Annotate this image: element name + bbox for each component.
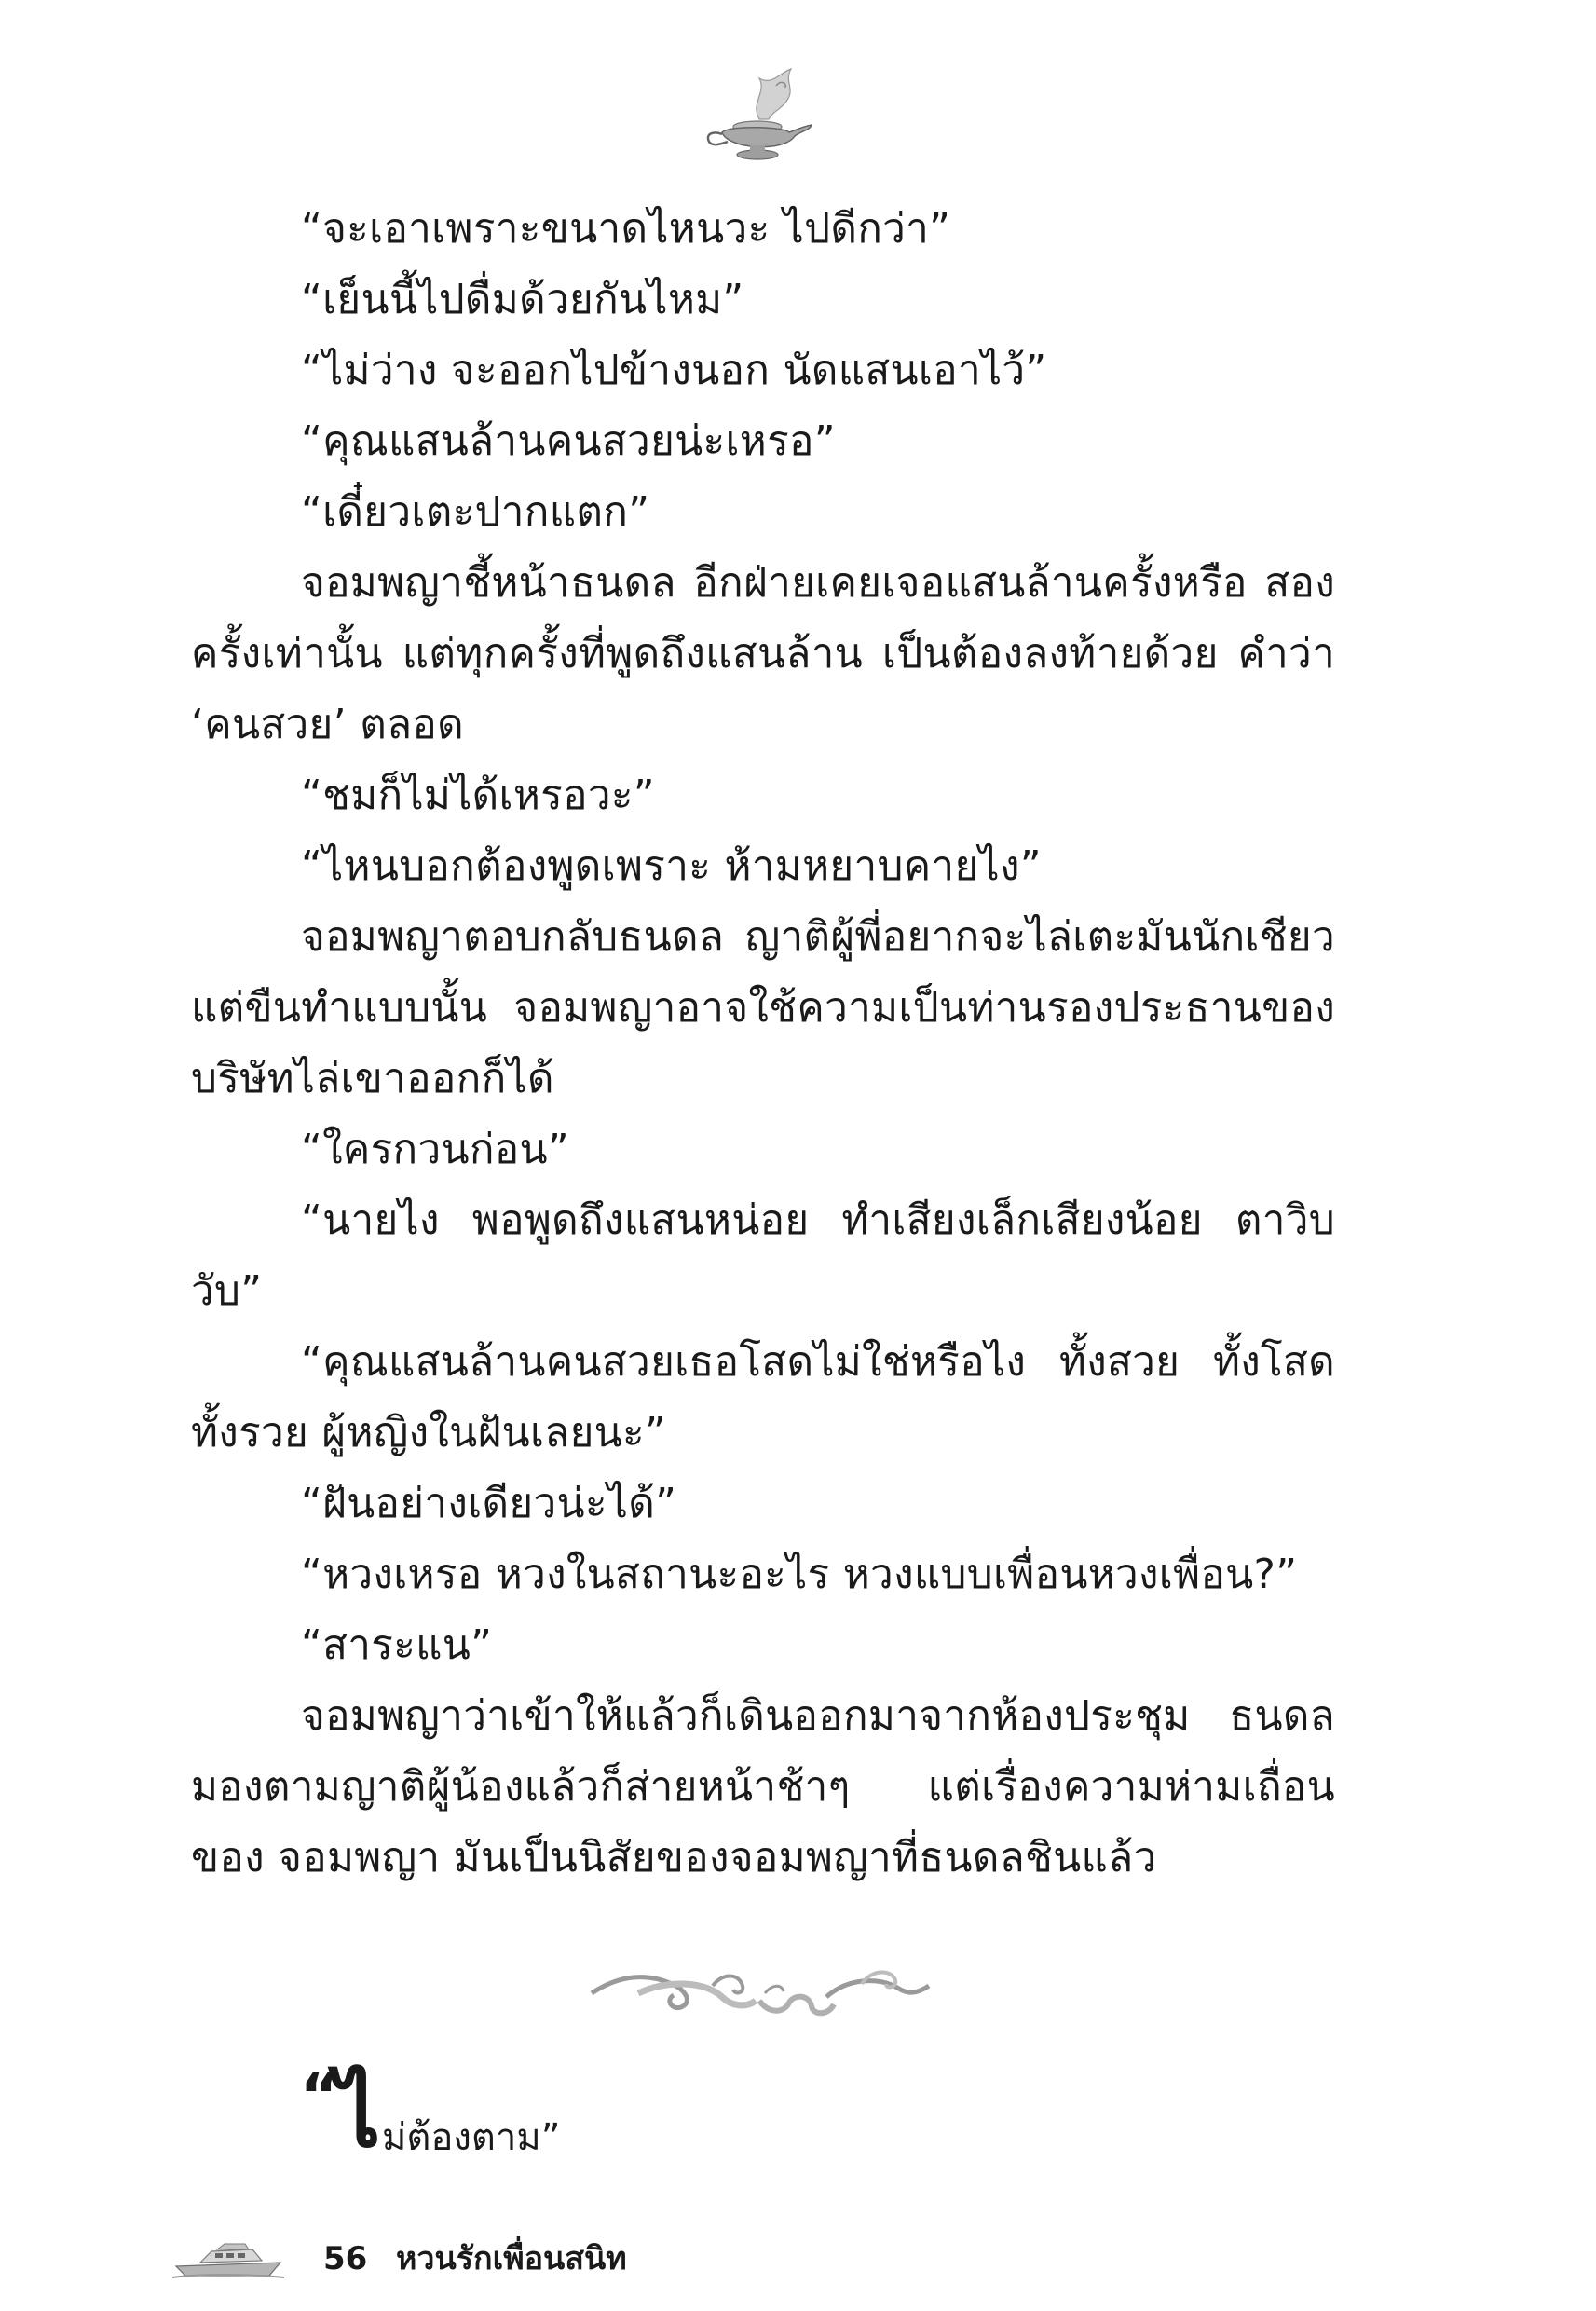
paragraph: “นายไง พอพูดถึงแสนหน่อย ทำเสียงเล็กเสียงน้อย ตาวิบวับ” [191, 1197, 1335, 1315]
paragraph: “เดี๋ยวเตะปากแตก” [301, 488, 650, 536]
paragraph: จอมพญาชี้หน้าธนดล อีกฝ่ายเคยเจอแสนล้านครั้งหรือ สองครั้งเท่านั้น แต่ทุกครั้งที่พูดถึงแสนล้าน เป็นต้องลงท้ายด้วย คำว่า ‘คนสวย’ ตลอด [191, 559, 1335, 748]
scroll-flourish-icon [582, 1952, 936, 2027]
page-number: 56 [323, 2240, 368, 2277]
paragraph: “ไหนบอกต้องพูดเพราะ ห้ามหยาบคายไง” [301, 842, 1042, 890]
paragraph: จอมพญาว่าเข้าให้แล้วก็เดินออกมาจากห้องประชุม ธนดล มองตามญาติผู้น้องแล้วก็ส่ายหน้าช้าๆ แต่เรื่องความห่ามเถื่อนของ จอมพญา มันเป็นนิสัยของจอมพญาที่ธนดลชินแล้ว [191, 1692, 1335, 1881]
opening-line-text: ม่ต้องตาม” [382, 2116, 561, 2159]
page-footer [172, 2235, 1011, 2290]
paragraph: จอมพญาตอบกลับธนดล ญาติผู้พี่อยากจะไล่เตะมันนักเชียว แต่ขืนทำแบบนั้น จอมพญาอาจใช้ความเป็นท่านรองประธานของ บริษัทไล่เขาออกก็ได้ [191, 913, 1335, 1102]
yacht-icon [172, 2240, 284, 2281]
paragraph: “คุณแสนล้านคนสวยเธอโสดไม่ใช่หรือไง ทั้งสวย ทั้งโสด ทั้งรวย ผู้หญิงในฝันเลยนะ” [191, 1338, 1335, 1456]
genie-lamp-icon [694, 65, 815, 168]
paragraph: “คุณแสนล้านคนสวยน่ะเหรอ” [301, 417, 836, 465]
paragraph: “จะเอาเพราะขนาดไหนวะ ไปดีกว่า” [301, 205, 951, 253]
book-title: หวนรักเพื่อนสนิท [396, 2240, 627, 2277]
opening-quote-mark: “ [300, 2062, 340, 2131]
paragraph: “ใครกวนก่อน” [301, 1126, 570, 1173]
body-text [191, 194, 1335, 1894]
paragraph: “ไม่ว่าง จะออกไปข้างนอก นัดแสนเอาไว้” [301, 347, 1047, 394]
paragraph: “เย็นนี้ไปดื่มด้วยกันไหม” [301, 276, 744, 323]
paragraph: “หวงเหรอ หวงในสถานะอะไร หวงแบบเพื่อนหวงเพื่อน?” [301, 1551, 1298, 1598]
drop-cap-letter: ไ [335, 2063, 381, 2167]
paragraph: “ชมก็ไม่ได้เหรอวะ” [301, 772, 655, 819]
paragraph: “ฝันอย่างเดียวน่ะได้” [301, 1480, 677, 1527]
paragraph: “สาระแน” [301, 1621, 493, 1669]
